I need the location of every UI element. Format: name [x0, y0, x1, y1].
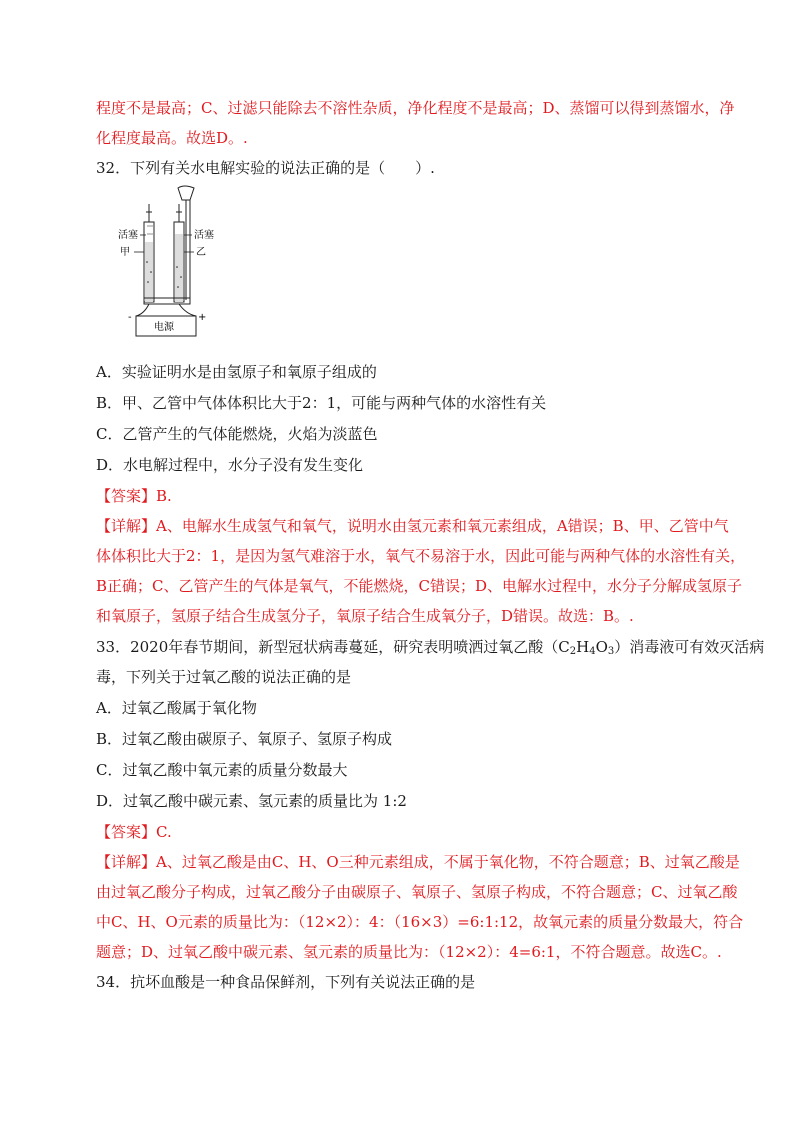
q33-explain-line-3: 中C、H、O元素的质量比为：（12×2）：4：（16×3）=6:1:12，故氧元素的质量分数最大，符合 [96, 913, 744, 931]
q32-explain-line-4: 和氧原子，氢原子结合生成氢分子，氧原子结合生成氧分子，D错误。故选：B。. [96, 607, 634, 625]
power-label: 电源 [154, 322, 174, 333]
valve-right-label: 活塞 [194, 230, 214, 241]
q33-answer [96, 822, 706, 842]
explain-tag: 【详解】 [96, 517, 157, 535]
electrolysis-apparatus-diagram [116, 182, 246, 342]
q32-option-b: B．甲、乙管中气体体积比大于2：1，可能与两种气体的水溶性有关 [96, 394, 547, 412]
q31-explain-line-2: 化程度最高。故选D。. [96, 129, 248, 147]
subscript: 4 [589, 646, 596, 657]
answer-value: C. [156, 823, 172, 841]
valve-left-label: 活塞 [118, 230, 138, 241]
q31-explain-line-1: 程度不是最高；C、过滤只能除去不溶性杂质，净化程度不是最高；D、蒸馏可以得到蒸馏水，净 [96, 99, 735, 117]
q33-option-d: D．过氧乙酸中碳元素、氢元素的质量比为 1:2 [96, 792, 407, 810]
q32-stem: 32．下列有关水电解实验的说法正确的是（ ）. [96, 159, 435, 177]
plus-sign: + [198, 312, 207, 323]
tube-left-label: 甲 [120, 247, 130, 258]
q33-explain-line-4: 题意；D、过氧乙酸中碳元素、氢元素的质量比为：（12×2）：4=6:1，不符合题意。故选C。. [96, 943, 722, 961]
subscript: 2 [569, 646, 577, 657]
q33-stem-line-2: 毒，下列关于过氧乙酸的说法正确的是 [96, 668, 352, 686]
answer-value: B. [156, 487, 172, 505]
explain-tag: 【详解】 [96, 853, 157, 871]
q32-option-a: A．实验证明水是由氢原子和氧原子组成的 [96, 363, 377, 381]
answer-tag: 【答案】 [96, 823, 157, 841]
q34-stem: 34．抗坏血酸是一种食品保鲜剂，下列有关说法正确的是 [96, 973, 476, 991]
explain-text: A、过氧乙酸是由C、H、O三种元素组成，不属于氧化物，不符合题意；B、过氧乙酸是 [156, 853, 740, 871]
q33-option-c: C．过氧乙酸中氧元素的质量分数最大 [96, 761, 348, 779]
q32-explain-line-2: 体体积比大于2：1，是因为氢气难溶于水，氧气不易溶于水，因此可能与两种气体的水溶性有关， [96, 547, 746, 565]
q33-stem-part-c: O [595, 638, 608, 656]
q33-option-a: A．过氧乙酸属于氧化物 [96, 699, 257, 717]
q33-option-b: B．过氧乙酸由碳原子、氧原子、氢原子构成 [96, 730, 393, 748]
explain-text: A、电解水生成氢气和氧气，说明水由氢元素和氧元素组成，A错误；B、甲、乙管中气 [156, 517, 729, 535]
tube-right-label: 乙 [196, 247, 206, 258]
subscript: 3 [607, 646, 615, 657]
q33-stem-part-a: 33．2020年春节期间，新型冠状病毒蔓延，研究表明喷洒过氧乙酸（C [96, 638, 570, 656]
q32-explain-line-1 [96, 516, 729, 536]
q32-answer [96, 486, 706, 506]
q32-explain-line-3: B正确；C、乙管产生的气体是氧气，不能燃烧，C错误；D、电解水过程中，水分子分解成氢原子 [96, 577, 743, 595]
q32-option-c: C．乙管产生的气体能燃烧，火焰为淡蓝色 [96, 425, 378, 443]
q33-stem-line-1 [96, 637, 765, 657]
q33-explain-line-2: 由过氧乙酸分子构成，过氧乙酸分子由碳原子、氧原子、氢原子构成，不符合题意；C、过氧乙酸 [96, 883, 738, 901]
q33-stem-part-d: ）消毒液可有效灭活病 [614, 638, 765, 656]
answer-tag: 【答案】 [96, 487, 157, 505]
q33-explain-line-1 [96, 852, 740, 872]
q33-stem-part-b: H [576, 638, 590, 656]
minus-sign: - [128, 312, 132, 323]
q32-option-d: D．水电解过程中，水分子没有发生变化 [96, 456, 364, 474]
